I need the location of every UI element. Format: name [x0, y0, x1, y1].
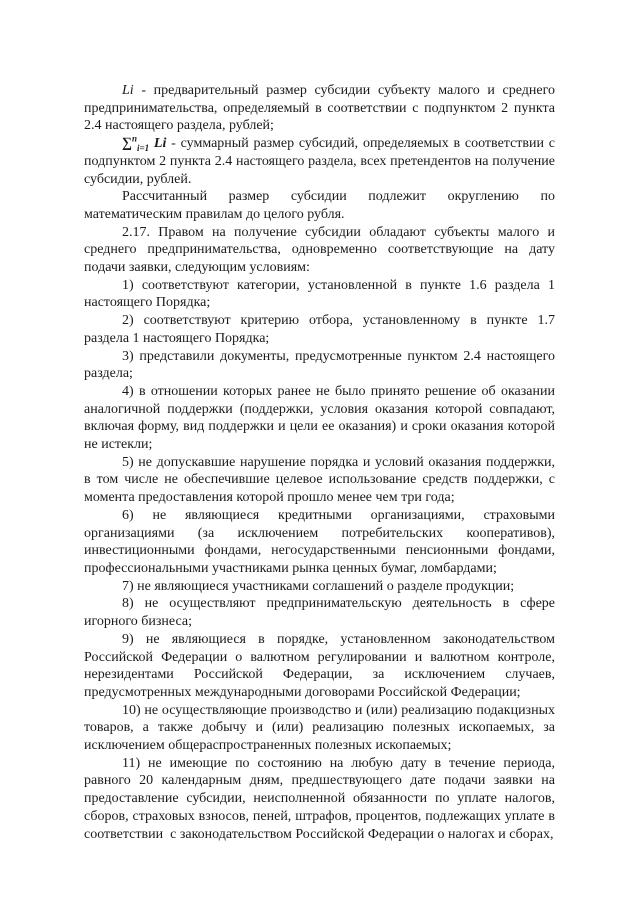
text-run: 3) представили документы, предусмотренные пунктом 2.4 настоящего раздела; — [84, 348, 559, 382]
text-run: ∑ — [122, 136, 132, 152]
paragraph — [84, 277, 559, 312]
paragraph — [84, 631, 559, 702]
text-run: 8) не осуществляют предпринимательскую деятельность в сфере игорного бизнеса; — [84, 596, 559, 630]
document-body — [84, 82, 559, 843]
paragraph — [84, 224, 559, 277]
paragraph — [84, 507, 559, 578]
paragraph — [84, 578, 555, 596]
paragraph — [84, 383, 559, 454]
text-run: 5) не допускавшие нарушение порядка и условий оказания поддержки, в том числе не обеспечившие целевое использование средств поддержки, с момента предоставления которой прошло менее чем три года; — [84, 454, 559, 506]
paragraph — [84, 133, 559, 188]
text-run: - суммарный размер субсидий, определяемых в соответствии с подпунктом 2 пункта 2.4 настоящего раздела, всех претендентов на получение субсидии, рублей. — [84, 136, 559, 187]
paragraph — [84, 454, 559, 507]
paragraph — [84, 595, 559, 630]
text-run: Li — [122, 83, 134, 98]
text-run: 6) не являющиеся кредитными организациями, страховыми организациями (за исключением потребительских кооперативов), инвестиционными фондами, негосударственными пенсионными фондами, профессиональными участниками рынка ценных бумаг, ломбардами; — [84, 507, 559, 576]
text-run: 4) в отношении которых ранее не было принято решение об оказании аналогичной поддержки (поддержки, условия оказания которой совпадают, включая форму, вид поддержки и цели ее оказания) и сроки оказания которой не истекли; — [84, 383, 559, 453]
text-run: n — [131, 133, 137, 144]
paragraph — [84, 312, 559, 347]
text-run: 11) не имеющие по состоянию на любую дату в течение периода, равного 20 календарным дням, предшествующего дате подачи заявки на предоставление субсидии, неисполненной обязанности по уплате налогов, сборов, страховых взносов, пеней, штрафов, процентов, подлежащих уплате в соответствии с законодательством Российской Федерации о налогах и сборах, — [84, 755, 559, 842]
paragraph — [84, 702, 559, 755]
paragraph — [84, 82, 559, 135]
text-run: 2) соответствуют критерию отбора, установленному в пункте 1.7 раздела 1 настоящего Порядка; — [84, 313, 559, 346]
text-run: Рассчитанный размер субсидии подлежит округлению по математическим правилам до целого рубля. — [84, 189, 559, 222]
paragraph — [84, 188, 559, 223]
text-run: Li — [149, 136, 167, 152]
paragraph — [84, 755, 559, 844]
text-run: 1) соответствуют категории, установленной в пункте 1.6 раздела 1 настоящего Порядка; — [84, 277, 559, 311]
text-run: 9) не являющиеся в порядке, установленном законодательством Российской Федерации о валютном регулировании и валютном контроле, нерезидентами Российской Федерации, за исключением случаев, предусмотренных международными договорами Российской Федерации; — [84, 631, 559, 700]
text-run: 7) не являющиеся участниками соглашений о разделе продукции; — [122, 578, 515, 594]
paragraph — [84, 348, 559, 383]
text-run: i=1 — [137, 142, 150, 153]
text-run: 2.17. Правом на получение субсидии обладают субъекты малого и среднего предпринимательства, одновременно соответствующие на дату подачи заявки, следующим условиям: — [84, 224, 559, 276]
text-run: - предварительный размер субсидии субъекту малого и среднего предпринимательства, определяемый в соответствии с подпунктом 2 пункта 2.4 настоящего раздела, рублей; — [84, 83, 559, 134]
text-run: 10) не осуществляющие производство и (или) реализацию подакцизных товаров, а также добычу и (или) реализацию полезных ископаемых, за исключением общераспространенных полезных ископаемых; — [84, 702, 559, 754]
